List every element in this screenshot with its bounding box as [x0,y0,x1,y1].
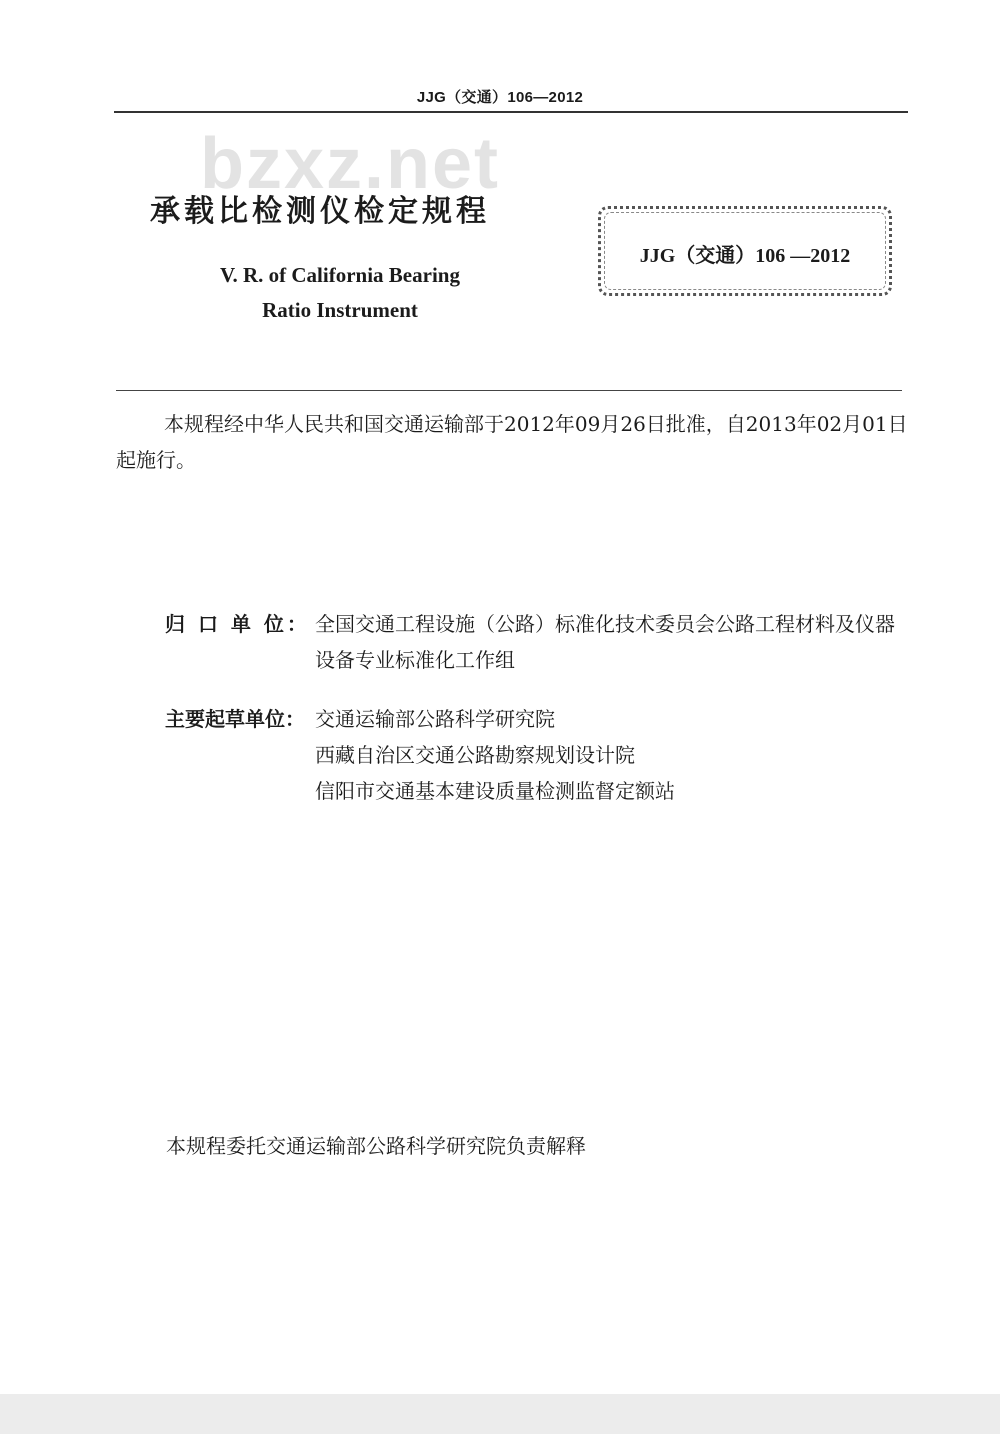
section-rule [116,390,902,391]
drafting-units-label: 主要起草单位： [165,707,305,731]
page-bottom-strip [0,1394,1000,1434]
drafting-unit: 信阳市交通基本建设质量检测监督定额站 [315,779,675,803]
drafting-unit: 交通运输部公路科学研究院 [315,707,555,731]
drafting-units-list [315,701,910,809]
standard-code-box [598,206,892,296]
approval-statement: 本规程经中华人民共和国交通运输部于2012年09月26日批准，自2013年02月01日起施行。 [116,412,908,472]
interpretation-note: 本规程委托交通运输部公路科学研究院负责解释 [166,1134,586,1158]
title-english [150,258,530,328]
responsible-unit-value: 全国交通工程设施（公路）标准化技术委员会公路工程材料及仪器设备专业标准化工作组 [315,612,895,672]
title-english-line-1: V. R. of California Bearing [220,263,460,287]
header-standard-code: JJG（交通）106—2012 [416,89,584,106]
title-english-line-2: Ratio Instrument [262,298,418,322]
header-rule [114,111,908,113]
drafting-unit: 西藏自治区交通公路勘察规划设计院 [315,743,635,767]
standard-code-box-text: JJG（交通）106 —2012 [639,245,851,267]
watermark: bzxz.net [200,124,501,204]
title-chinese: 承载比检测仪检定规程 [150,194,490,229]
responsible-unit-label: 归 口 单 位： [165,612,310,636]
